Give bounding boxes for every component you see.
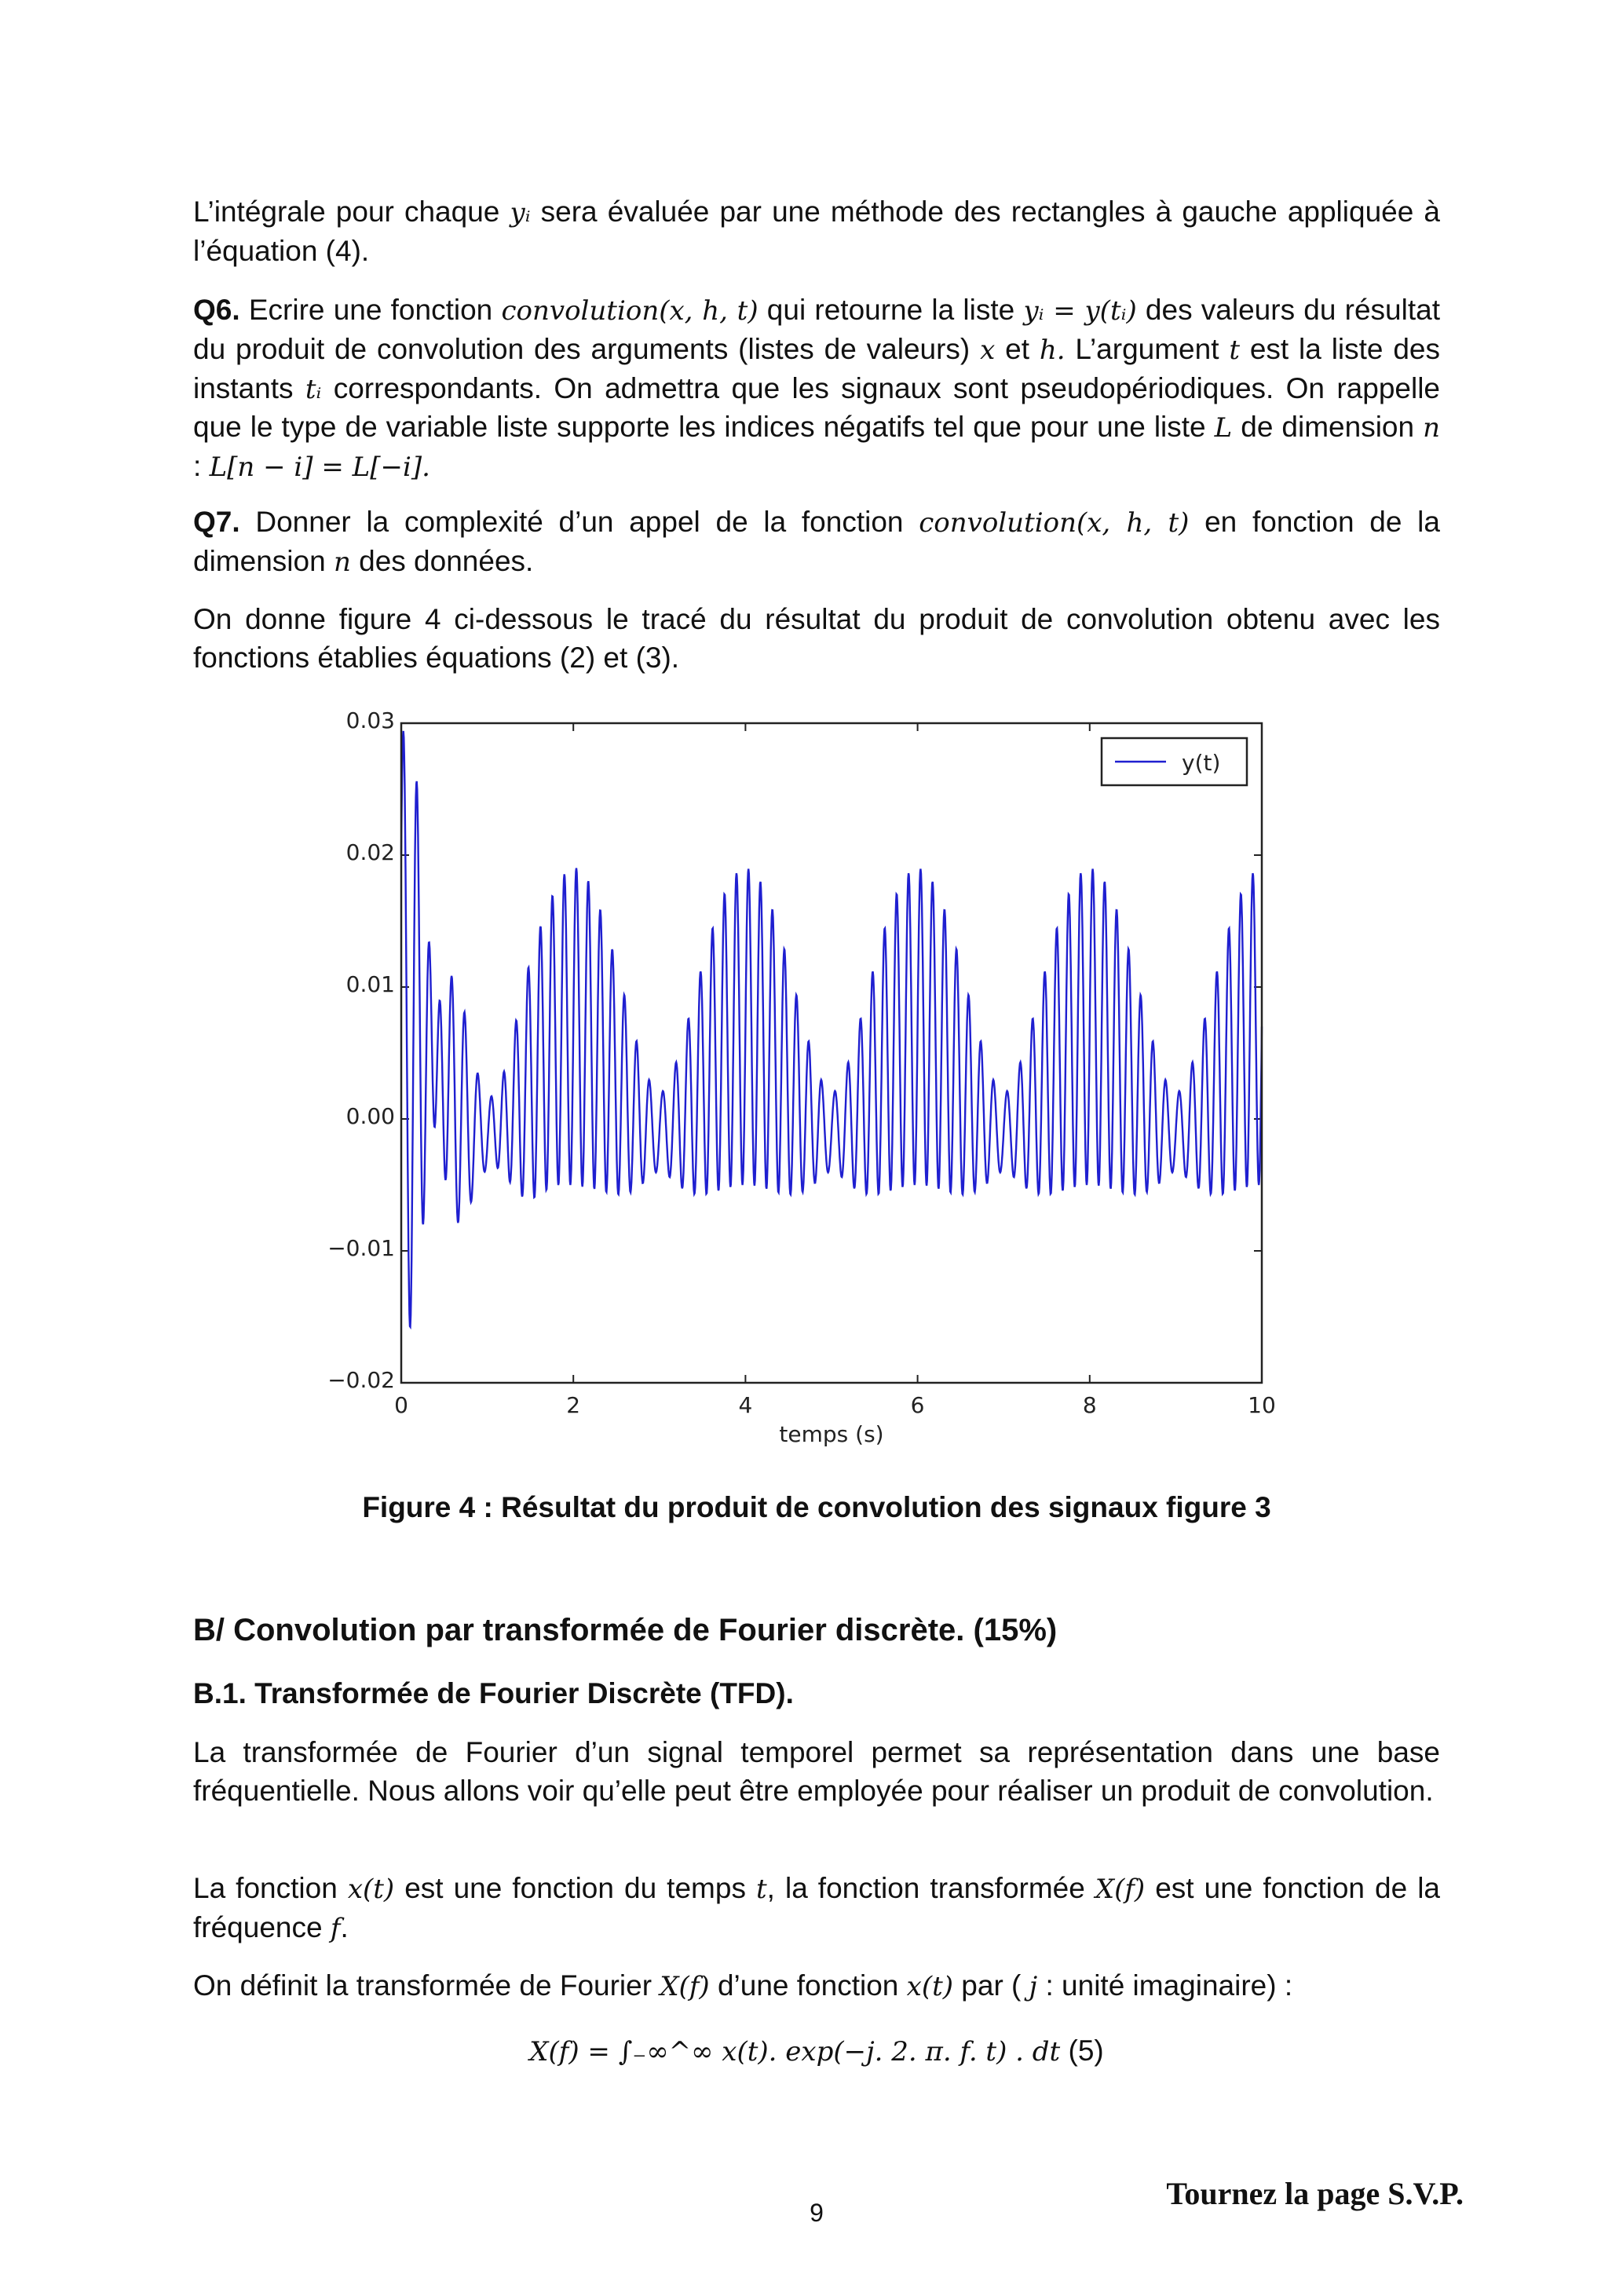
text-run: La transformée de Fourier d’un signal temporel permet sa représentation dans une base fréquentielle. Nous allons voir qu’elle peut être employée pour réaliser un produit de convolution.: [193, 1736, 1440, 1807]
intro-paragraph: [193, 193, 1440, 271]
math-expression: X(f): [660, 1971, 710, 2002]
text-run: des données.: [350, 544, 534, 577]
text-run: d’une fonction: [709, 1969, 907, 2002]
series-line-y-t: [401, 731, 1262, 1327]
math-expression: h.: [1039, 334, 1066, 366]
text-run: de dimension: [1232, 411, 1424, 444]
math-expression: convolution(x, h, t): [501, 295, 758, 327]
math-expression: convolution(x, h, t): [919, 507, 1190, 539]
equation-5: [193, 2032, 1440, 2071]
math-expression: L[n − i] = L[−i].: [209, 452, 430, 484]
function-definition-paragraph: [193, 1870, 1440, 1948]
math-expression: yᵢ: [510, 197, 531, 229]
text-run: par (: [953, 1969, 1029, 2002]
text-run: La fonction: [193, 1872, 348, 1904]
turn-page-note: Tournez la page S.V.P.: [1166, 2176, 1464, 2211]
subsection-heading-b1: [193, 1675, 1440, 1713]
text-run: en fonction de la dimension: [193, 506, 1440, 577]
text-run: correspondants. On admettra que les signaux sont pseudopériodiques. On rappelle que le type de variable liste supporte les indices négatifs tel que pour une liste: [193, 371, 1440, 444]
text-run: :: [193, 450, 210, 483]
text-run: .: [340, 1910, 349, 1943]
math-expression: n: [333, 546, 351, 578]
math-expression: tᵢ: [305, 373, 322, 405]
math-expression: X(f) = ∫₋∞^∞ x(t). exp(−j. 2. π. f. t) . dt: [529, 2036, 1061, 2067]
fourier-intro-paragraph: [193, 1734, 1440, 1811]
math-expression: X(f): [1095, 1874, 1146, 1905]
math-expression: j: [1029, 1971, 1038, 2002]
x-tick-label: 2: [566, 1392, 581, 1418]
y-tick-label: 0.00: [345, 1103, 395, 1129]
text-run: Q6.: [193, 294, 240, 326]
math-expression: t: [755, 1874, 767, 1905]
legend: [1102, 738, 1247, 785]
text-run: qui retourne la liste: [758, 294, 1024, 326]
text-run: est une fonction de la fréquence: [193, 1872, 1440, 1943]
x-tick-label: 4: [738, 1392, 753, 1418]
y-tick-label: −0.01: [327, 1235, 395, 1261]
text-run: L’intégrale pour chaque: [193, 196, 510, 228]
text-run: Q7.: [193, 506, 240, 538]
text-run: , la fonction transformée: [766, 1872, 1095, 1904]
section-heading-b: [193, 1611, 1440, 1650]
x-tick-label: 10: [1248, 1392, 1276, 1418]
text-run: Donner la complexité d’un appel de la fonction: [239, 506, 919, 538]
text-run: est la liste des instants: [193, 332, 1440, 404]
x-tick-label: 0: [394, 1392, 408, 1418]
math-expression: t: [1229, 334, 1240, 366]
y-tick-label: 0.03: [345, 707, 395, 733]
text-run: On donne figure 4 ci-dessous le tracé du résultat du produit de convolution obtenu avec les fonctions établies équations (2) et (3).: [193, 603, 1440, 674]
text-run: des valeurs du résultat du produit de convolution des arguments (listes de valeurs): [193, 294, 1440, 365]
text-run: est une fonction du temps: [394, 1872, 756, 1904]
math-expression: x(t): [347, 1874, 395, 1905]
x-axis-label: temps (s): [779, 1421, 884, 1447]
question-q6: [193, 291, 1440, 487]
question-q7: [193, 503, 1440, 582]
text-run: (5): [1060, 2035, 1104, 2067]
math-expression: L: [1214, 412, 1233, 444]
math-expression: f: [330, 1912, 341, 1944]
text-run: sera évaluée par une méthode des rectangles à gauche appliquée à l’équation (4).: [193, 196, 1440, 267]
y-tick-label: −0.02: [327, 1367, 395, 1393]
text-run: et: [995, 332, 1040, 365]
legend-label: y(t): [1182, 750, 1221, 776]
math-expression: n: [1423, 412, 1440, 444]
page-number: 9: [810, 2199, 824, 2227]
text-run: On définit la transformée de Fourier: [193, 1969, 660, 2002]
math-expression: x: [980, 334, 996, 366]
math-expression: yᵢ = y(tᵢ): [1023, 295, 1137, 327]
text-run: B/ Convolution par transformée de Fourier discrète. (15%): [193, 1613, 1058, 1647]
text-run: L’argument: [1065, 332, 1230, 365]
figure-caption: [193, 1489, 1440, 1527]
x-tick-label: 6: [910, 1392, 925, 1418]
y-tick-label: 0.02: [345, 839, 395, 865]
x-tick-label: 8: [1082, 1392, 1097, 1418]
fourier-definition-paragraph: [193, 1967, 1440, 2006]
text-run: : unité imaginaire) :: [1037, 1969, 1293, 2002]
figure-intro-paragraph: [193, 601, 1440, 678]
text-run: Ecrire une fonction: [239, 294, 502, 326]
y-tick-label: 0.01: [345, 971, 395, 997]
figure-4-chart: [314, 699, 1303, 1453]
text-run: Figure 4 : Résultat du produit de convolution des signaux figure 3: [362, 1491, 1271, 1523]
math-expression: x(t): [906, 1971, 954, 2002]
text-run: B.1. Transformée de Fourier Discrète (TFD).: [193, 1677, 794, 1709]
